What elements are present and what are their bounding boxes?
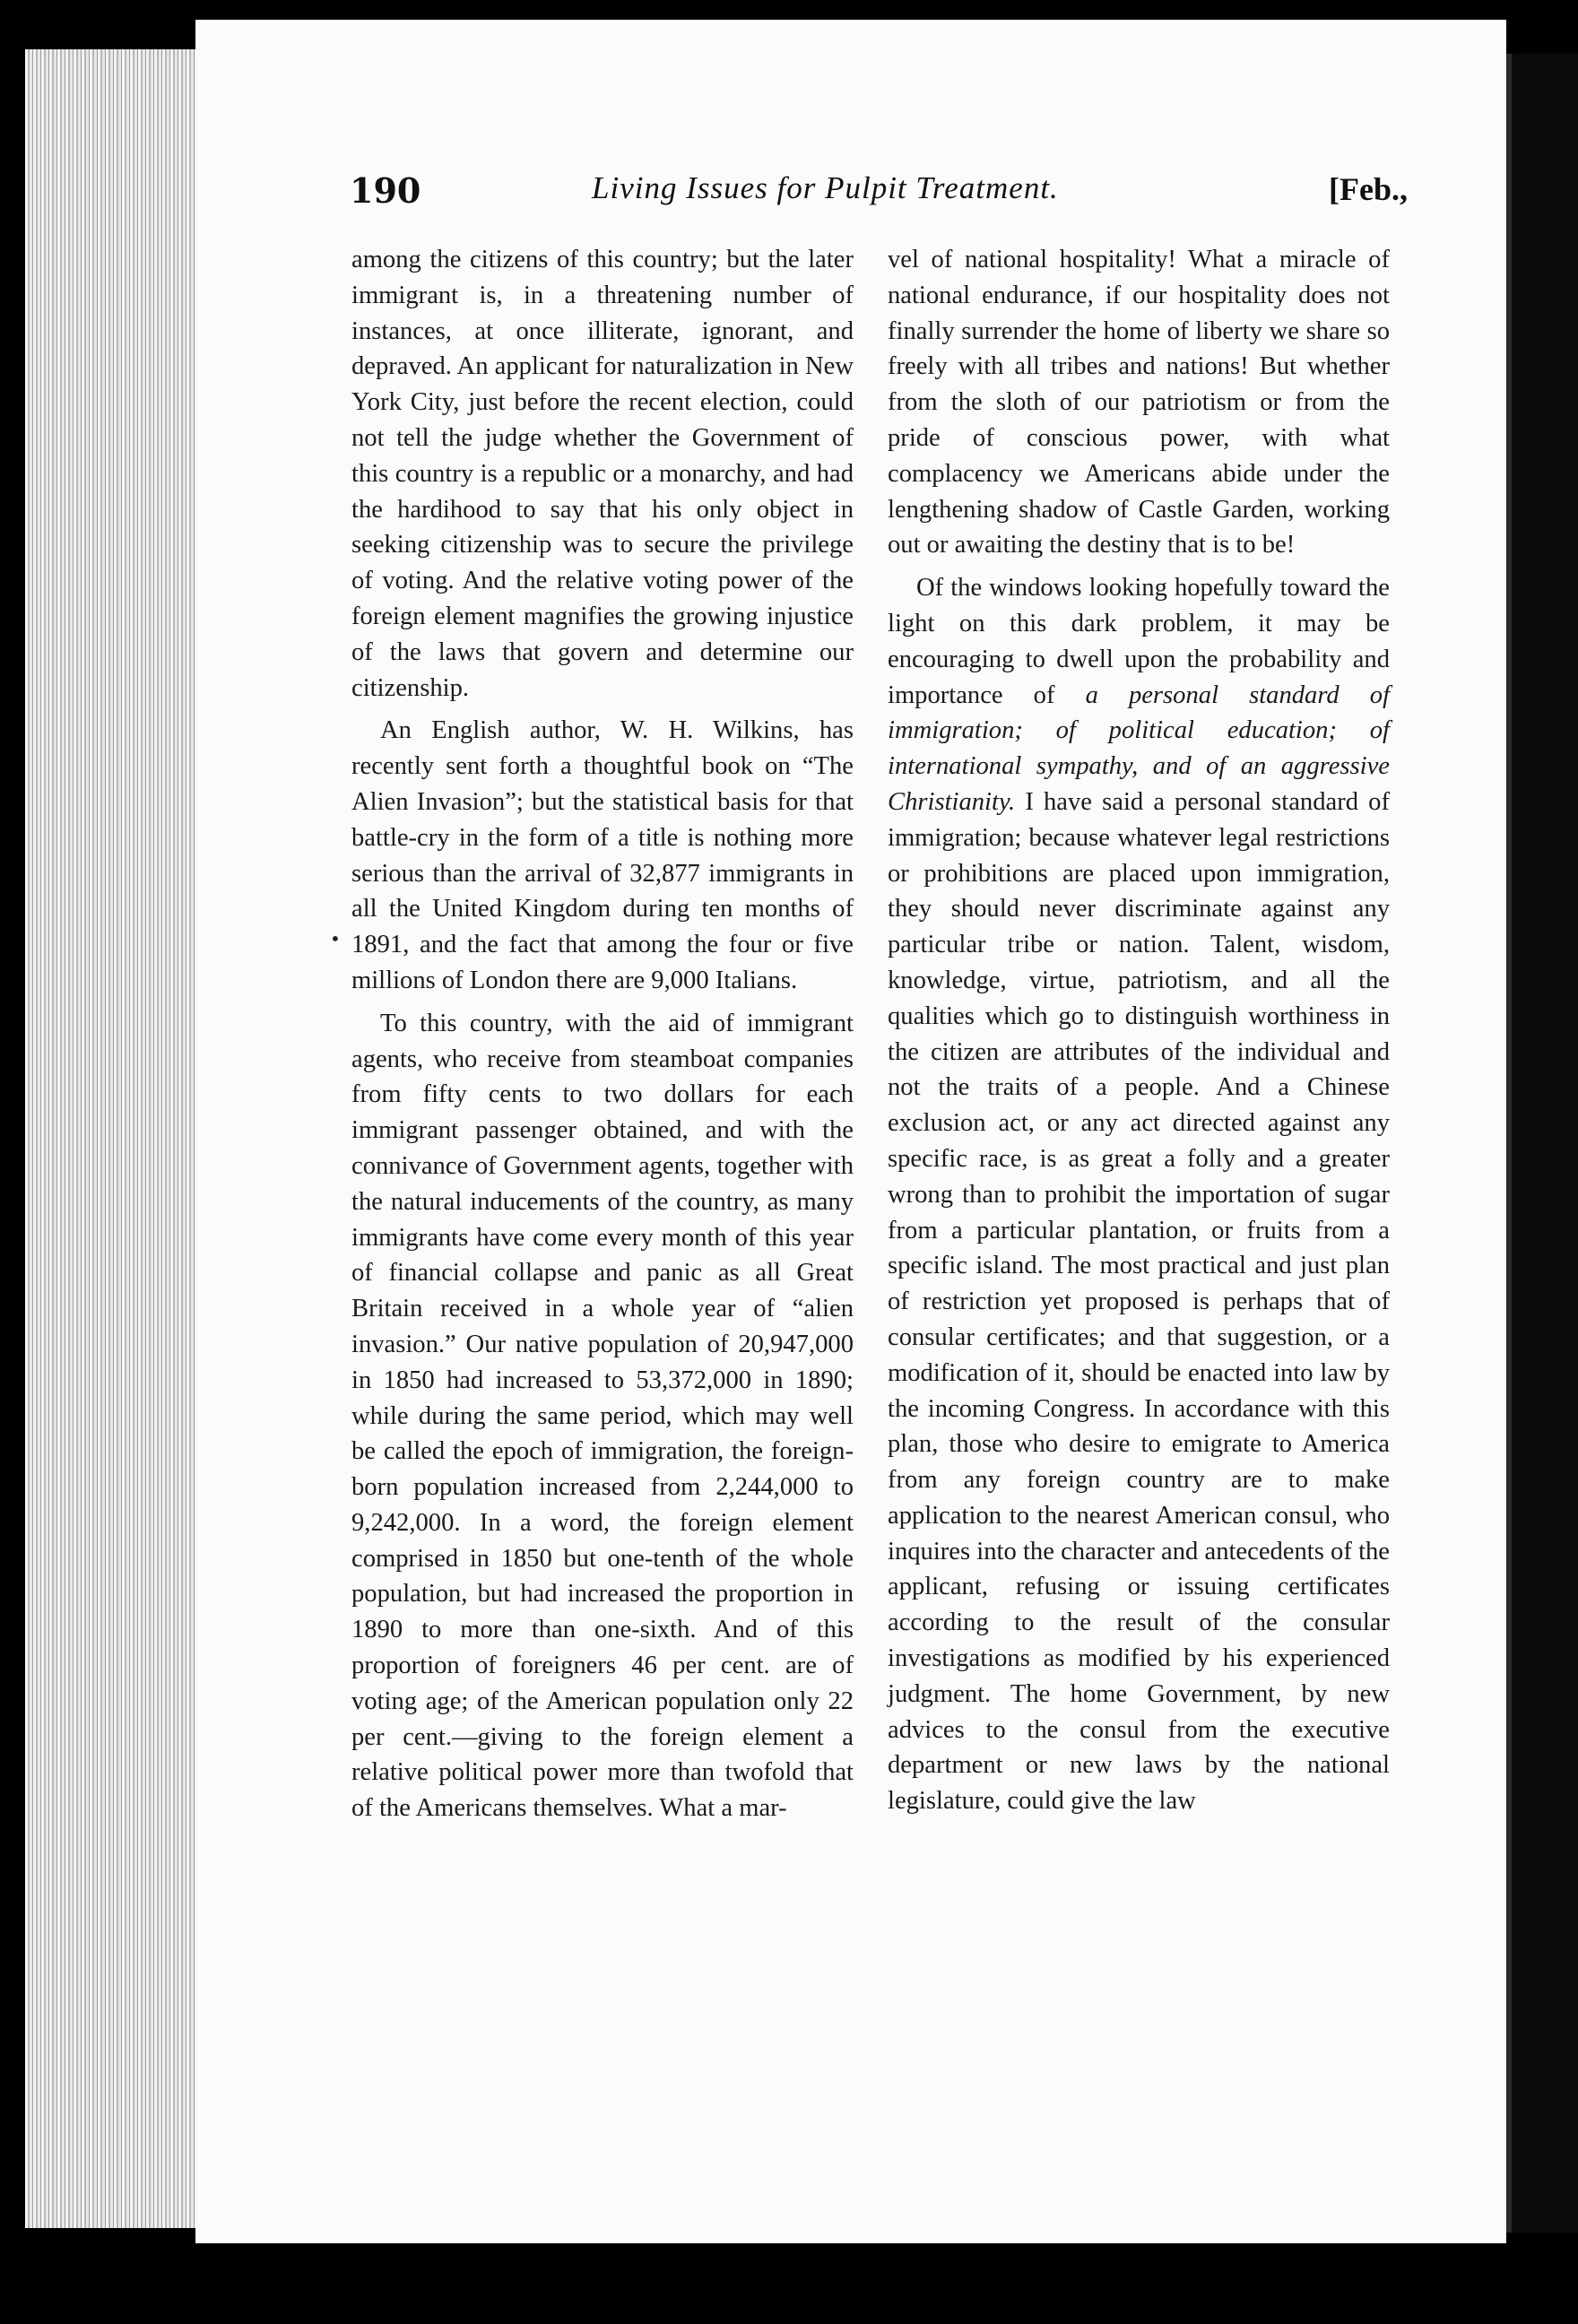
- paragraph-text: Of the windows looking hopefully toward the light on this dark problem, it may be encouraging to dwell upon the probability and importance of: [888, 574, 1390, 709]
- running-title: Living Issues for Pulpit Treatment.: [592, 170, 1059, 205]
- paragraph: [888, 570, 1390, 1819]
- book-page-edges: [25, 49, 195, 2228]
- left-column: [351, 242, 854, 1834]
- right-column: [888, 242, 1390, 1826]
- paragraph: among the citizens of this country; but the later immigrant is, in a threatening number of instances, at once illiterate, ignorant, and depraved. An applicant for naturalization in New York City, just before the recent election, could not tell the judge whether the Government of this country is a republic or a monarchy, and had the hardihood to say that his only object in seeking citizenship was to secure the privilege of voting. And the relative voting power of the foreign element magnifies the growing injustice of the laws that govern and determine our citizenship.: [351, 246, 854, 702]
- running-head: [350, 170, 1408, 215]
- paragraph: An English author, W. H. Wilkins, has recently sent forth a thoughtful book on “The Alien Invasion”; but the statistical basis for that battle-cry in the form of a title is nothing more serious than the arrival of 32,877 immigrants in all the United Kingdom during ten months of 1891, and the fact that among the four or five millions of London there are 9,000 Italians.: [351, 716, 854, 994]
- paragraph: vel of national hospitality! What a miracle of national endurance, if our hospitality does not finally surrender the home of liberty we share so freely with all tribes and nations! But whether from the sloth of our patriotism or from the pride of conscious power, with what complacency we Americans abide under the lengthening shadow of Castle Garden, working out or awaiting the destiny that is to be!: [888, 246, 1390, 559]
- paragraph-text: I have said a personal standard of immigration; because whatever legal restrictions or prohibitions are placed upon immigration, they should never discriminate against any particular tribe or nation. Talent, wisdom, knowledge, virtue, patriotism, and all the qualities which go to distinguish worthiness in the citizen are attributes of the individual and not the traits of a people. And a Chinese exclusion act, or any act directed against any specific race, is as great a folly and a greater wrong than to prohibit the importation of sugar from a particular plantation, or fruits from a specific island. The most practical and just plan of restriction yet proposed is perhaps that of consular certificates; and that suggestion, or a modification of it, should be enacted into law by the incoming Congress. In accordance with this plan, those who desire to emigrate to America from any foreign country are to make application to the nearest American consul, who inquires into the character and antecedents of the applicant, refusing or issuing certificates according to the result of the consular investigations as modified by his experienced judgment. The home Government, by new advices to the consul from the executive department or new laws by the national legislature, could give the law: [888, 787, 1390, 1816]
- running-date: [Feb.,: [1329, 171, 1408, 207]
- page-number: 190: [350, 170, 421, 211]
- paragraph: To this country, with the aid of immigrant agents, who receive from steamboat companies from fifty cents to two dollars for each immigrant passenger obtained, and with the connivance of Government agents, together with the natural inducements of the country, as many immigrants have come every month of this year of financial collapse and panic as all Great Britain received in a whole year of “alien invasion.” Our native population of 20,947,000 in 1850 had increased to 53,372,000 in 1890; while during the same period, which may well be called the epoch of immigration, the foreign-born population increased from 2,244,000 to 9,242,000. In a word, the foreign element comprised in 1850 but one-tenth of the whole population, but had increased the proportion in 1890 to more than one-sixth. And of this proportion of foreigners 46 per cent. are of voting age; of the American population only 22 per cent.—giving to the foreign element a relative political power more than twofold that of the Americans themselves. What a mar-: [351, 1009, 854, 1823]
- italic-phrase: a personal standard of immigration; of political education; of international sympathy, and of an aggressive Christianity.: [888, 681, 1391, 816]
- margin-mark: •: [330, 928, 341, 950]
- facing-page-edge: [1506, 54, 1578, 2233]
